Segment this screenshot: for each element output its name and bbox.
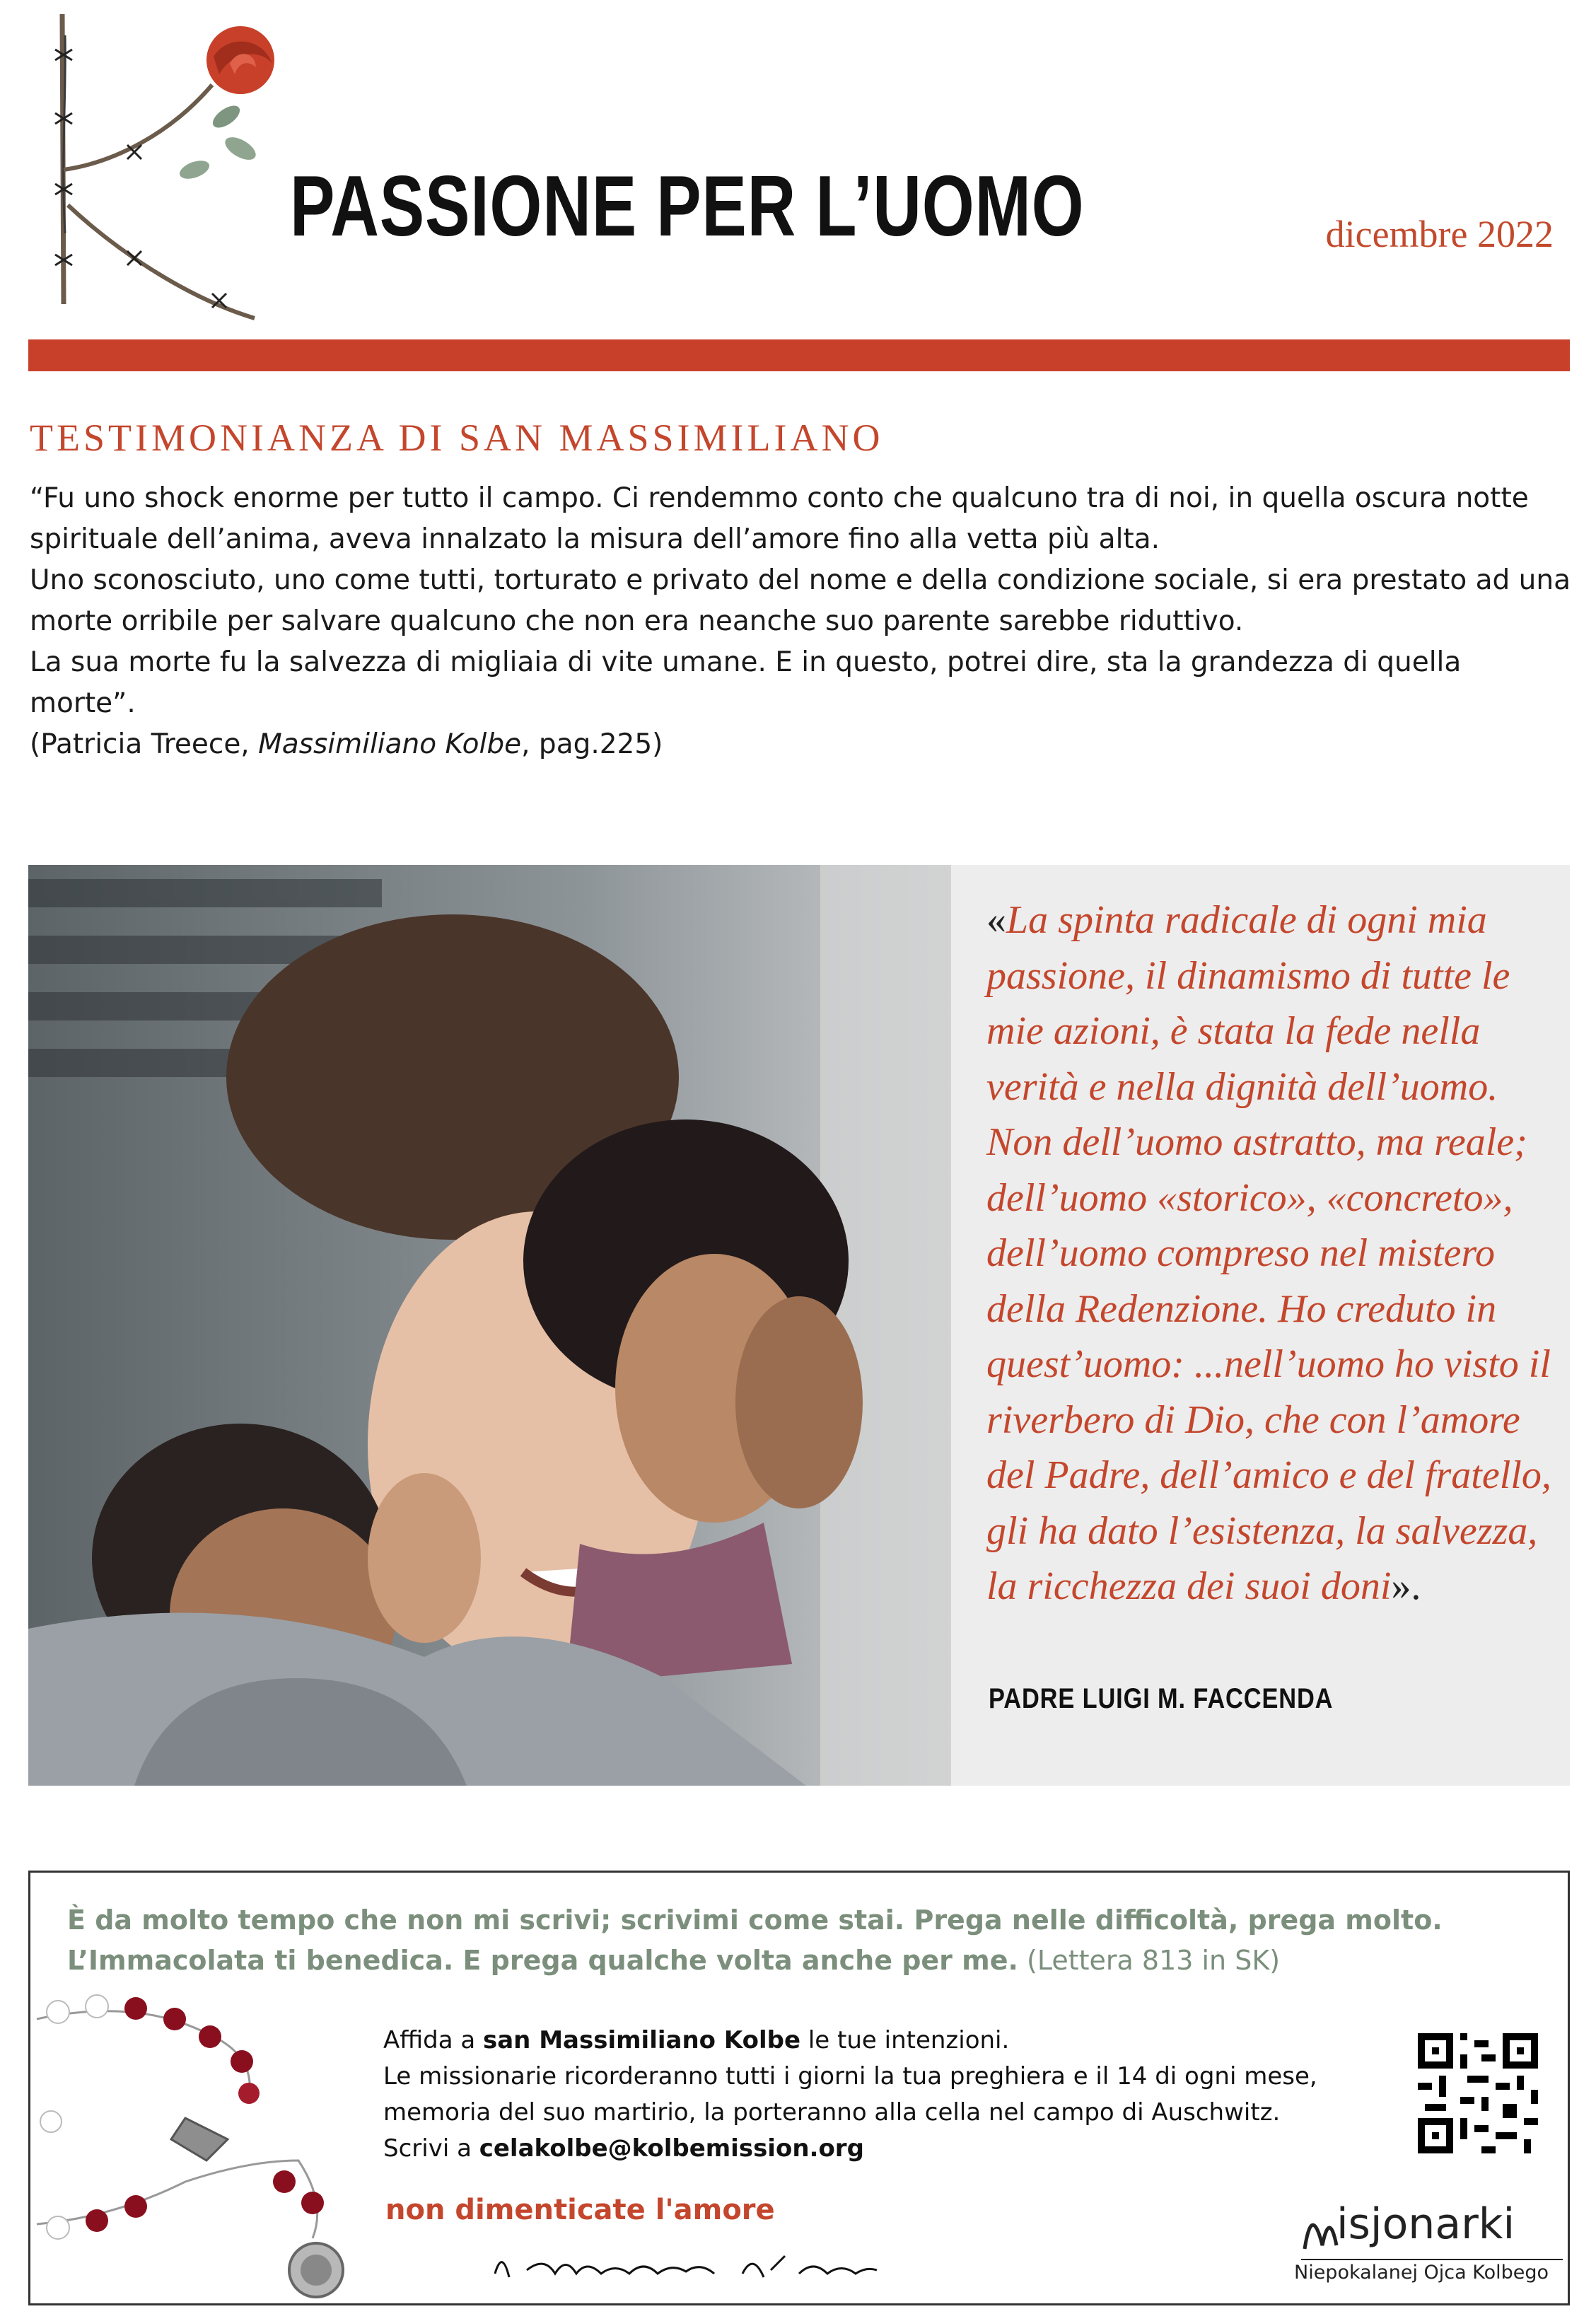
issue-date: dicembre 2022	[1325, 213, 1554, 255]
citation-author: (Patricia Treece,	[30, 728, 259, 760]
saint-name: san Massimiliano Kolbe	[483, 2026, 801, 2054]
kolbe-k-rose-logo	[28, 7, 290, 332]
quote-text: La spinta radicale di ogni mia passione, il dinamismo di tutte le mie azioni, è stata la fede nella verità e nella dignità dell’uomo. Non dell’uomo astratto, ma reale; dell’uomo «storico», «concreto», dell’uomo compreso nel mistero della Redenzione. Ho creduto in quest’uomo: ...nell’uomo ho visto il riverbero di Dio, che con l’amore del Padre, dell’amico e del fratello, gli ha dato l’esistenza, la salvezza, la ricchezza dei suoi doni	[986, 898, 1551, 1608]
quote-open-mark: «	[986, 898, 1006, 942]
intentions-line-1-suffix: le tue intenzioni.	[800, 2026, 1010, 2054]
rosary-image	[30, 1991, 362, 2302]
letter-reference: (Lettera 813 in SK)	[1018, 1945, 1281, 1976]
contact-email-link[interactable]: celakolbe@kolbemission.org	[479, 2134, 864, 2163]
citation-page: , pag.225)	[521, 728, 663, 760]
intentions-line-3	[383, 2131, 1366, 2167]
section-heading: TESTIMONIANZA DI SAN MASSIMILIANO	[30, 417, 884, 459]
faccenda-quote	[986, 892, 1552, 1615]
page-title: PASSIONE PER L’UOMO	[290, 158, 1085, 254]
write-to-label: Scrivi a	[383, 2134, 479, 2163]
misjonarki-name: isjonarki	[1336, 2199, 1515, 2249]
quote-author: PADRE LUIGI M. FACCENDA	[989, 1683, 1334, 1714]
qr-code[interactable]	[1418, 2033, 1538, 2153]
closing-phrase: non dimenticate l'amore	[385, 2194, 775, 2226]
quote-close-mark: ».	[1391, 1564, 1421, 1608]
testimony-text	[30, 478, 1571, 765]
testimony-paragraph: La sua morte fu la salvezza di migliaia di vite umane. E in questo, potrei dire, sta la grandezza di quella morte”.	[30, 646, 1462, 719]
letter-text: È da molto tempo che non mi scrivi; scrivimi come stai. Prega nelle difficoltà, prega molto. L’Immacolata ti benedica. E prega qualche volta anche per me.	[67, 1904, 1443, 1976]
testimony-paragraph: Uno sconosciuto, uno come tutti, torturato e privato del nome e della condizione sociale, si era prestato ad una morte orribile per salvare qualcuno che non era neanche suo parente sarebbe riduttivo.	[30, 564, 1571, 637]
citation-book: Massimiliano Kolbe	[258, 728, 522, 760]
intentions-line-1	[383, 2023, 1366, 2059]
intentions-line-1-prefix: Affida a	[383, 2026, 483, 2054]
kolbe-letter-quote	[67, 1900, 1538, 1981]
header-divider-bar	[28, 339, 1570, 371]
intentions-line-2: Le missionarie ricorderanno tutti i giorni la tua preghiera e il 14 di ogni mese, memoria del suo martirio, la porteranno alla cella nel campo di Auschwitz.	[383, 2062, 1317, 2127]
misjonarki-subtitle: Niepokalanej Ojca Kolbego	[1294, 2262, 1549, 2284]
embrace-photo	[28, 865, 951, 1786]
intentions-text	[383, 2023, 1366, 2167]
testimony-citation	[30, 724, 1571, 765]
testimony-paragraph: “Fu uno shock enorme per tutto il campo. Ci rendemmo conto che qualcuno tra di noi, in quella oscura notte spirituale dell’anima, aveva innalzato la misura dell’amore fino alla vetta più alta.	[30, 482, 1529, 555]
kolbe-signature	[488, 2242, 884, 2291]
